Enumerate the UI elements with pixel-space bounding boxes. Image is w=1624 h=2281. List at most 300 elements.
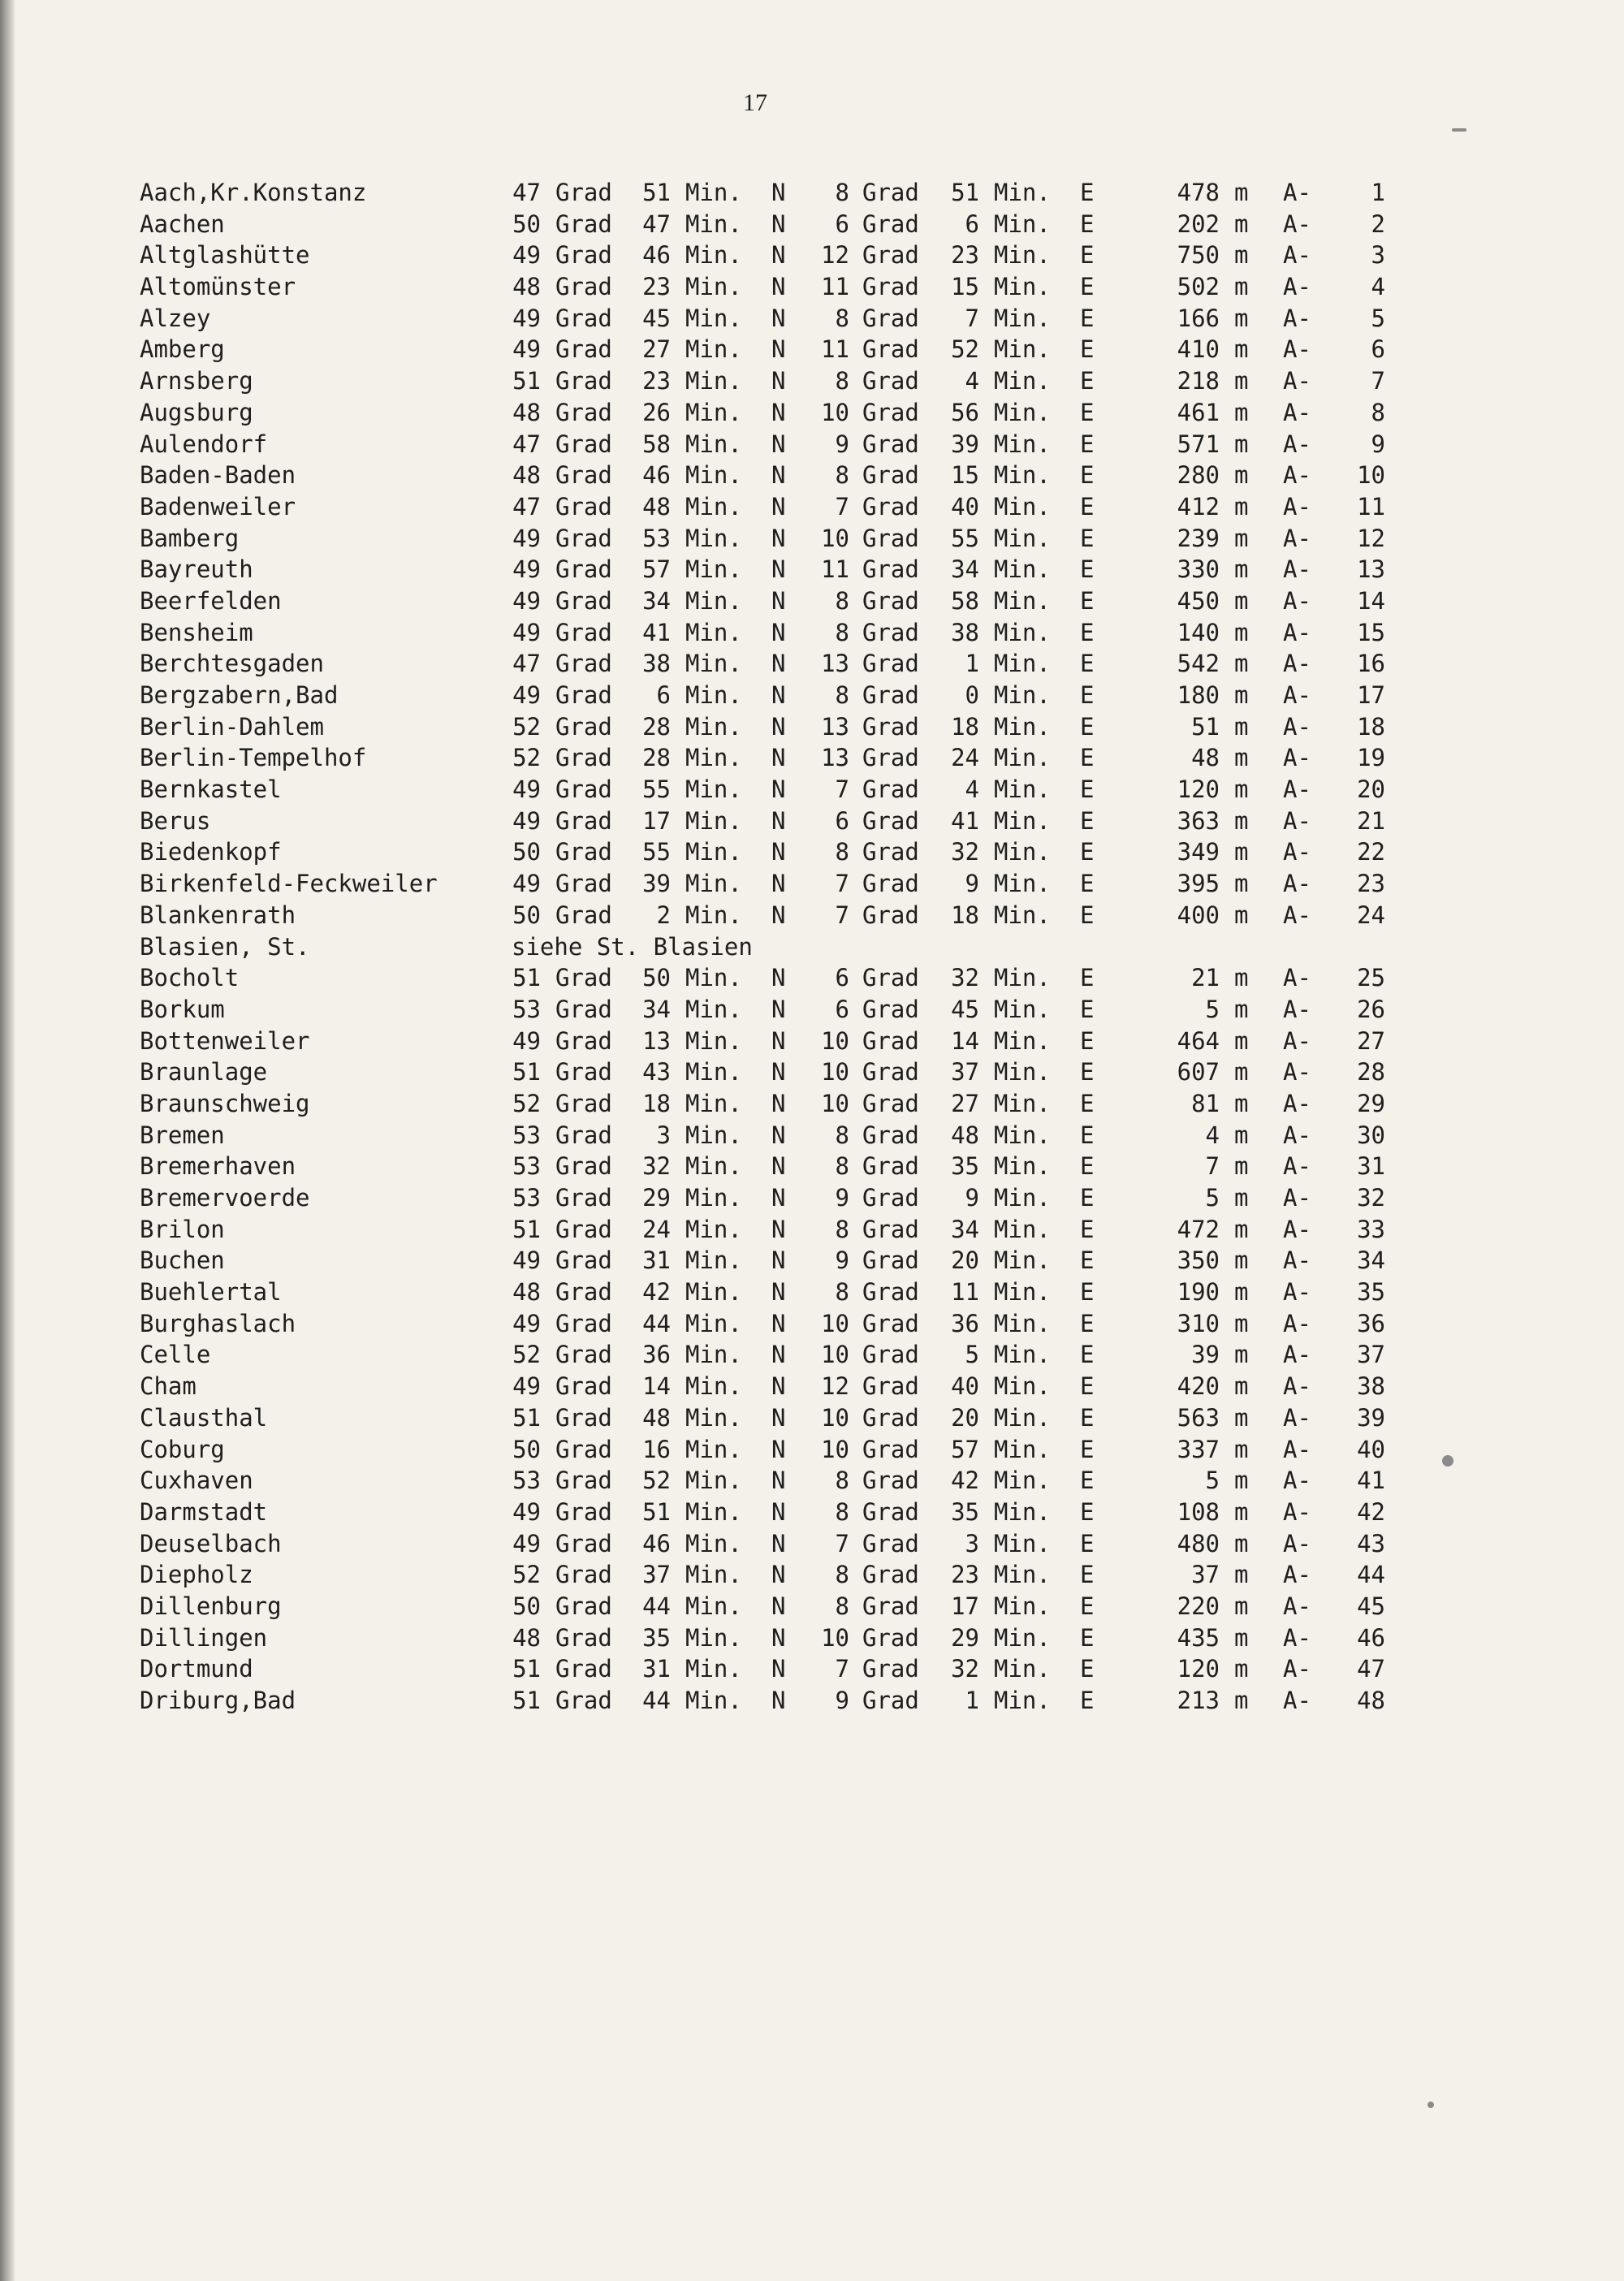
grad-label: Grad xyxy=(862,1403,919,1432)
station-number: 27 xyxy=(1357,1026,1385,1055)
north-label: N xyxy=(771,555,786,584)
min-label: Min. xyxy=(994,1467,1051,1495)
min-label: Min. xyxy=(685,775,742,804)
latitude-degrees: 49 xyxy=(512,870,541,898)
latitude-degrees: 51 xyxy=(512,964,541,992)
longitude-degrees: 10 xyxy=(821,1403,849,1432)
station-name: Bremen xyxy=(140,1121,225,1149)
station-name: Altomünster xyxy=(140,273,296,301)
station-number: 35 xyxy=(1357,1278,1385,1307)
latitude-degrees: 49 xyxy=(512,1372,541,1401)
east-label: E xyxy=(1080,1529,1095,1557)
longitude-degrees: 11 xyxy=(821,273,849,301)
north-label: N xyxy=(771,1623,786,1652)
longitude-minutes: 36 xyxy=(951,1309,979,1337)
grad-label: Grad xyxy=(555,1655,612,1683)
latitude-degrees: 49 xyxy=(512,1026,541,1055)
longitude-minutes: 56 xyxy=(951,398,979,426)
longitude-minutes: 18 xyxy=(951,712,979,741)
longitude-minutes: 51 xyxy=(951,179,979,206)
grad-label: Grad xyxy=(555,555,612,584)
grad-label: Grad xyxy=(555,1152,612,1181)
grad-label: Grad xyxy=(555,1687,612,1714)
code-prefix: A- xyxy=(1283,210,1311,238)
altitude: 542 xyxy=(1177,650,1220,678)
meter-unit: m xyxy=(1234,1592,1249,1620)
east-label: E xyxy=(1080,1467,1095,1495)
min-label: Min. xyxy=(685,210,742,238)
longitude-minutes: 27 xyxy=(951,1089,979,1117)
meter-unit: m xyxy=(1234,1341,1249,1369)
code-prefix: A- xyxy=(1283,335,1311,364)
longitude-minutes: 9 xyxy=(965,870,979,898)
station-number: 48 xyxy=(1357,1687,1385,1714)
longitude-degrees: 11 xyxy=(821,555,849,584)
east-label: E xyxy=(1080,586,1095,615)
grad-label: Grad xyxy=(555,995,612,1023)
min-label: Min. xyxy=(994,1026,1051,1055)
grad-label: Grad xyxy=(862,1215,919,1243)
grad-label: Grad xyxy=(555,335,612,364)
grad-label: Grad xyxy=(555,1089,612,1117)
grad-label: Grad xyxy=(862,806,919,835)
station-number: 40 xyxy=(1357,1435,1385,1463)
station-name: Cham xyxy=(140,1372,197,1401)
latitude-minutes: 16 xyxy=(642,1435,671,1463)
station-number: 41 xyxy=(1357,1467,1385,1495)
min-label: Min. xyxy=(685,1561,742,1589)
station-number: 5 xyxy=(1371,304,1385,332)
longitude-degrees: 7 xyxy=(835,1529,849,1557)
altitude: 21 xyxy=(1191,964,1220,992)
station-number: 39 xyxy=(1357,1403,1385,1432)
longitude-minutes: 1 xyxy=(965,1687,979,1714)
latitude-degrees: 49 xyxy=(512,775,541,804)
station-number: 24 xyxy=(1357,901,1385,929)
grad-label: Grad xyxy=(555,461,612,490)
min-label: Min. xyxy=(685,1435,742,1463)
code-prefix: A- xyxy=(1283,1655,1311,1683)
east-label: E xyxy=(1080,555,1095,584)
meter-unit: m xyxy=(1234,1467,1249,1495)
latitude-minutes: 53 xyxy=(642,524,671,552)
station-number: 30 xyxy=(1357,1121,1385,1149)
code-prefix: A- xyxy=(1283,492,1311,521)
altitude: 563 xyxy=(1177,1403,1220,1432)
code-prefix: A- xyxy=(1283,744,1311,772)
longitude-minutes: 48 xyxy=(951,1121,979,1149)
code-prefix: A- xyxy=(1283,806,1311,835)
min-label: Min. xyxy=(685,650,742,678)
latitude-degrees: 50 xyxy=(512,838,541,866)
longitude-minutes: 15 xyxy=(951,273,979,301)
code-prefix: A- xyxy=(1283,1184,1311,1212)
min-label: Min. xyxy=(994,492,1051,521)
meter-unit: m xyxy=(1234,304,1249,332)
longitude-degrees: 13 xyxy=(821,650,849,678)
north-label: N xyxy=(771,995,786,1023)
code-prefix: A- xyxy=(1283,1026,1311,1055)
station-name: Badenweiler xyxy=(140,492,296,521)
grad-label: Grad xyxy=(862,1561,919,1589)
station-name: Brilon xyxy=(140,1215,225,1243)
code-prefix: A- xyxy=(1283,1687,1311,1714)
altitude: 363 xyxy=(1177,806,1220,835)
latitude-degrees: 51 xyxy=(512,1403,541,1432)
latitude-minutes: 44 xyxy=(642,1309,671,1337)
altitude: 37 xyxy=(1191,1561,1220,1589)
min-label: Min. xyxy=(994,806,1051,835)
station-name: Bergzabern,Bad xyxy=(140,681,339,709)
latitude-minutes: 44 xyxy=(642,1592,671,1620)
station-number: 1 xyxy=(1371,179,1385,206)
min-label: Min. xyxy=(685,461,742,490)
east-label: E xyxy=(1080,1152,1095,1181)
north-label: N xyxy=(771,1152,786,1181)
grad-label: Grad xyxy=(862,1435,919,1463)
east-label: E xyxy=(1080,744,1095,772)
station-number: 9 xyxy=(1371,430,1385,458)
code-prefix: A- xyxy=(1283,1089,1311,1117)
grad-label: Grad xyxy=(555,210,612,238)
longitude-minutes: 23 xyxy=(951,241,979,270)
longitude-minutes: 35 xyxy=(951,1497,979,1526)
latitude-minutes: 18 xyxy=(642,1089,671,1117)
grad-label: Grad xyxy=(862,210,919,238)
meter-unit: m xyxy=(1234,398,1249,426)
station-name: Bottenweiler xyxy=(140,1026,310,1055)
north-label: N xyxy=(771,1372,786,1401)
north-label: N xyxy=(771,901,786,929)
grad-label: Grad xyxy=(862,1592,919,1620)
latitude-degrees: 50 xyxy=(512,210,541,238)
latitude-degrees: 53 xyxy=(512,1184,541,1212)
grad-label: Grad xyxy=(862,586,919,615)
east-label: E xyxy=(1080,1655,1095,1683)
east-label: E xyxy=(1080,1184,1095,1212)
grad-label: Grad xyxy=(862,367,919,395)
station-number: 33 xyxy=(1357,1215,1385,1243)
altitude: 220 xyxy=(1177,1592,1220,1620)
altitude: 280 xyxy=(1177,461,1220,490)
east-label: E xyxy=(1080,461,1095,490)
grad-label: Grad xyxy=(555,1435,612,1463)
min-label: Min. xyxy=(994,1058,1051,1086)
longitude-degrees: 7 xyxy=(835,1655,849,1683)
latitude-minutes: 51 xyxy=(642,179,671,206)
altitude: 350 xyxy=(1177,1246,1220,1275)
min-label: Min. xyxy=(994,1246,1051,1275)
grad-label: Grad xyxy=(862,1121,919,1149)
station-name: Bayreuth xyxy=(140,555,253,584)
meter-unit: m xyxy=(1234,1215,1249,1243)
altitude: 472 xyxy=(1177,1215,1220,1243)
min-label: Min. xyxy=(685,744,742,772)
code-prefix: A- xyxy=(1283,1058,1311,1086)
altitude: 330 xyxy=(1177,555,1220,584)
latitude-degrees: 50 xyxy=(512,901,541,929)
station-number: 19 xyxy=(1357,744,1385,772)
min-label: Min. xyxy=(685,1592,742,1620)
station-name: Berlin-Tempelhof xyxy=(140,744,367,772)
meter-unit: m xyxy=(1234,712,1249,741)
latitude-degrees: 49 xyxy=(512,335,541,364)
east-label: E xyxy=(1080,398,1095,426)
grad-label: Grad xyxy=(862,1372,919,1401)
meter-unit: m xyxy=(1234,335,1249,364)
north-label: N xyxy=(771,304,786,332)
meter-unit: m xyxy=(1234,1026,1249,1055)
min-label: Min. xyxy=(994,870,1051,898)
altitude: 213 xyxy=(1177,1687,1220,1714)
east-label: E xyxy=(1080,1058,1095,1086)
min-label: Min. xyxy=(994,995,1051,1023)
altitude: 400 xyxy=(1177,901,1220,929)
min-label: Min. xyxy=(994,241,1051,270)
latitude-degrees: 47 xyxy=(512,650,541,678)
grad-label: Grad xyxy=(862,712,919,741)
code-prefix: A- xyxy=(1283,398,1311,426)
east-label: E xyxy=(1080,870,1095,898)
latitude-degrees: 51 xyxy=(512,1215,541,1243)
altitude: 412 xyxy=(1177,492,1220,521)
station-number: 12 xyxy=(1357,524,1385,552)
code-prefix: A- xyxy=(1283,1278,1311,1307)
meter-unit: m xyxy=(1234,430,1249,458)
north-label: N xyxy=(771,1278,786,1307)
latitude-minutes: 57 xyxy=(642,555,671,584)
min-label: Min. xyxy=(685,1278,742,1307)
grad-label: Grad xyxy=(555,1341,612,1369)
min-label: Min. xyxy=(685,712,742,741)
station-name: Berchtesgaden xyxy=(140,650,324,678)
min-label: Min. xyxy=(685,1089,742,1117)
station-number: 43 xyxy=(1357,1529,1385,1557)
code-prefix: A- xyxy=(1283,775,1311,804)
north-label: N xyxy=(771,367,786,395)
min-label: Min. xyxy=(685,618,742,646)
code-prefix: A- xyxy=(1283,367,1311,395)
meter-unit: m xyxy=(1234,1372,1249,1401)
east-label: E xyxy=(1080,1121,1095,1149)
longitude-degrees: 10 xyxy=(821,1309,849,1337)
east-label: E xyxy=(1080,838,1095,866)
east-label: E xyxy=(1080,1215,1095,1243)
latitude-degrees: 49 xyxy=(512,806,541,835)
min-label: Min. xyxy=(994,1121,1051,1149)
north-label: N xyxy=(771,398,786,426)
min-label: Min. xyxy=(994,1215,1051,1243)
latitude-minutes: 36 xyxy=(642,1341,671,1369)
north-label: N xyxy=(771,1529,786,1557)
min-label: Min. xyxy=(685,964,742,992)
latitude-degrees: 53 xyxy=(512,995,541,1023)
station-number: 29 xyxy=(1357,1089,1385,1117)
min-label: Min. xyxy=(994,210,1051,238)
meter-unit: m xyxy=(1234,367,1249,395)
station-name: Blasien, St. xyxy=(140,932,310,961)
min-label: Min. xyxy=(994,1592,1051,1620)
meter-unit: m xyxy=(1234,555,1249,584)
grad-label: Grad xyxy=(555,430,612,458)
min-label: Min. xyxy=(685,555,742,584)
min-label: Min. xyxy=(685,335,742,364)
longitude-minutes: 5 xyxy=(965,1341,979,1369)
meter-unit: m xyxy=(1234,775,1249,804)
meter-unit: m xyxy=(1234,210,1249,238)
meter-unit: m xyxy=(1234,901,1249,929)
latitude-minutes: 46 xyxy=(642,1529,671,1557)
east-label: E xyxy=(1080,1623,1095,1652)
station-number: 32 xyxy=(1357,1184,1385,1212)
min-label: Min. xyxy=(994,273,1051,301)
station-name: Biedenkopf xyxy=(140,838,282,866)
grad-label: Grad xyxy=(555,398,612,426)
longitude-degrees: 10 xyxy=(821,524,849,552)
grad-label: Grad xyxy=(862,555,919,584)
grad-label: Grad xyxy=(862,304,919,332)
code-prefix: A- xyxy=(1283,461,1311,490)
latitude-degrees: 48 xyxy=(512,1278,541,1307)
altitude: 410 xyxy=(1177,335,1220,364)
meter-unit: m xyxy=(1234,618,1249,646)
longitude-minutes: 42 xyxy=(951,1467,979,1495)
station-number: 17 xyxy=(1357,681,1385,709)
station-name: Aach,Kr.Konstanz xyxy=(140,179,367,206)
east-label: E xyxy=(1080,241,1095,270)
station-number: 8 xyxy=(1371,398,1385,426)
longitude-degrees: 8 xyxy=(835,618,849,646)
grad-label: Grad xyxy=(862,1152,919,1181)
east-label: E xyxy=(1080,1309,1095,1337)
station-number: 37 xyxy=(1357,1341,1385,1369)
altitude: 461 xyxy=(1177,398,1220,426)
code-prefix: A- xyxy=(1283,1152,1311,1181)
min-label: Min. xyxy=(994,775,1051,804)
code-prefix: A- xyxy=(1283,1497,1311,1526)
north-label: N xyxy=(771,1687,786,1714)
station-number: 25 xyxy=(1357,964,1385,992)
station-name: Cuxhaven xyxy=(140,1467,253,1495)
station-number: 15 xyxy=(1357,618,1385,646)
altitude: 607 xyxy=(1177,1058,1220,1086)
station-name: Berlin-Dahlem xyxy=(140,712,324,741)
code-prefix: A- xyxy=(1283,1467,1311,1495)
code-prefix: A- xyxy=(1283,586,1311,615)
station-name: Berus xyxy=(140,806,211,835)
altitude: 395 xyxy=(1177,870,1220,898)
grad-label: Grad xyxy=(862,430,919,458)
grad-label: Grad xyxy=(862,618,919,646)
east-label: E xyxy=(1080,650,1095,678)
longitude-degrees: 6 xyxy=(835,210,849,238)
longitude-degrees: 7 xyxy=(835,775,849,804)
north-label: N xyxy=(771,806,786,835)
meter-unit: m xyxy=(1234,1246,1249,1275)
east-label: E xyxy=(1080,1089,1095,1117)
meter-unit: m xyxy=(1234,524,1249,552)
station-number: 44 xyxy=(1357,1561,1385,1589)
min-label: Min. xyxy=(994,1372,1051,1401)
code-prefix: A- xyxy=(1283,1435,1311,1463)
latitude-degrees: 49 xyxy=(512,524,541,552)
north-label: N xyxy=(771,586,786,615)
station-number: 23 xyxy=(1357,870,1385,898)
altitude: 48 xyxy=(1191,744,1220,772)
station-number: 21 xyxy=(1357,806,1385,835)
station-name: Clausthal xyxy=(140,1403,268,1432)
altitude: 5 xyxy=(1205,1184,1220,1212)
latitude-degrees: 53 xyxy=(512,1152,541,1181)
binding-edge xyxy=(0,0,15,2281)
north-label: N xyxy=(771,618,786,646)
east-label: E xyxy=(1080,1435,1095,1463)
min-label: Min. xyxy=(685,838,742,866)
grad-label: Grad xyxy=(862,1467,919,1495)
code-prefix: A- xyxy=(1283,964,1311,992)
min-label: Min. xyxy=(685,524,742,552)
station-number: 22 xyxy=(1357,838,1385,866)
latitude-minutes: 31 xyxy=(642,1246,671,1275)
grad-label: Grad xyxy=(862,461,919,490)
min-label: Min. xyxy=(685,901,742,929)
grad-label: Grad xyxy=(555,1623,612,1652)
latitude-minutes: 46 xyxy=(642,241,671,270)
code-prefix: A- xyxy=(1283,1372,1311,1401)
min-label: Min. xyxy=(994,964,1051,992)
longitude-minutes: 6 xyxy=(965,210,979,238)
code-prefix: A- xyxy=(1283,179,1311,206)
min-label: Min. xyxy=(685,1341,742,1369)
longitude-minutes: 34 xyxy=(951,1215,979,1243)
north-label: N xyxy=(771,1403,786,1432)
min-label: Min. xyxy=(685,681,742,709)
latitude-degrees: 49 xyxy=(512,304,541,332)
speck-mark xyxy=(1442,1455,1453,1467)
min-label: Min. xyxy=(685,492,742,521)
east-label: E xyxy=(1080,1372,1095,1401)
longitude-minutes: 11 xyxy=(951,1278,979,1307)
north-label: N xyxy=(771,492,786,521)
min-label: Min. xyxy=(994,901,1051,929)
longitude-minutes: 41 xyxy=(951,806,979,835)
station-name: Buchen xyxy=(140,1246,225,1275)
meter-unit: m xyxy=(1234,870,1249,898)
latitude-minutes: 32 xyxy=(642,1152,671,1181)
altitude: 435 xyxy=(1177,1623,1220,1652)
code-prefix: A- xyxy=(1283,1121,1311,1149)
longitude-degrees: 6 xyxy=(835,995,849,1023)
latitude-minutes: 52 xyxy=(642,1467,671,1495)
north-label: N xyxy=(771,1341,786,1369)
meter-unit: m xyxy=(1234,1309,1249,1337)
longitude-minutes: 55 xyxy=(951,524,979,552)
grad-label: Grad xyxy=(862,1026,919,1055)
min-label: Min. xyxy=(994,838,1051,866)
north-label: N xyxy=(771,1089,786,1117)
longitude-minutes: 9 xyxy=(965,1184,979,1212)
grad-label: Grad xyxy=(555,1403,612,1432)
grad-label: Grad xyxy=(555,964,612,992)
code-prefix: A- xyxy=(1283,1561,1311,1589)
longitude-degrees: 10 xyxy=(821,1058,849,1086)
meter-unit: m xyxy=(1234,1687,1249,1714)
min-label: Min. xyxy=(685,586,742,615)
north-label: N xyxy=(771,430,786,458)
latitude-degrees: 49 xyxy=(512,618,541,646)
longitude-minutes: 24 xyxy=(951,744,979,772)
min-label: Min. xyxy=(994,1309,1051,1337)
